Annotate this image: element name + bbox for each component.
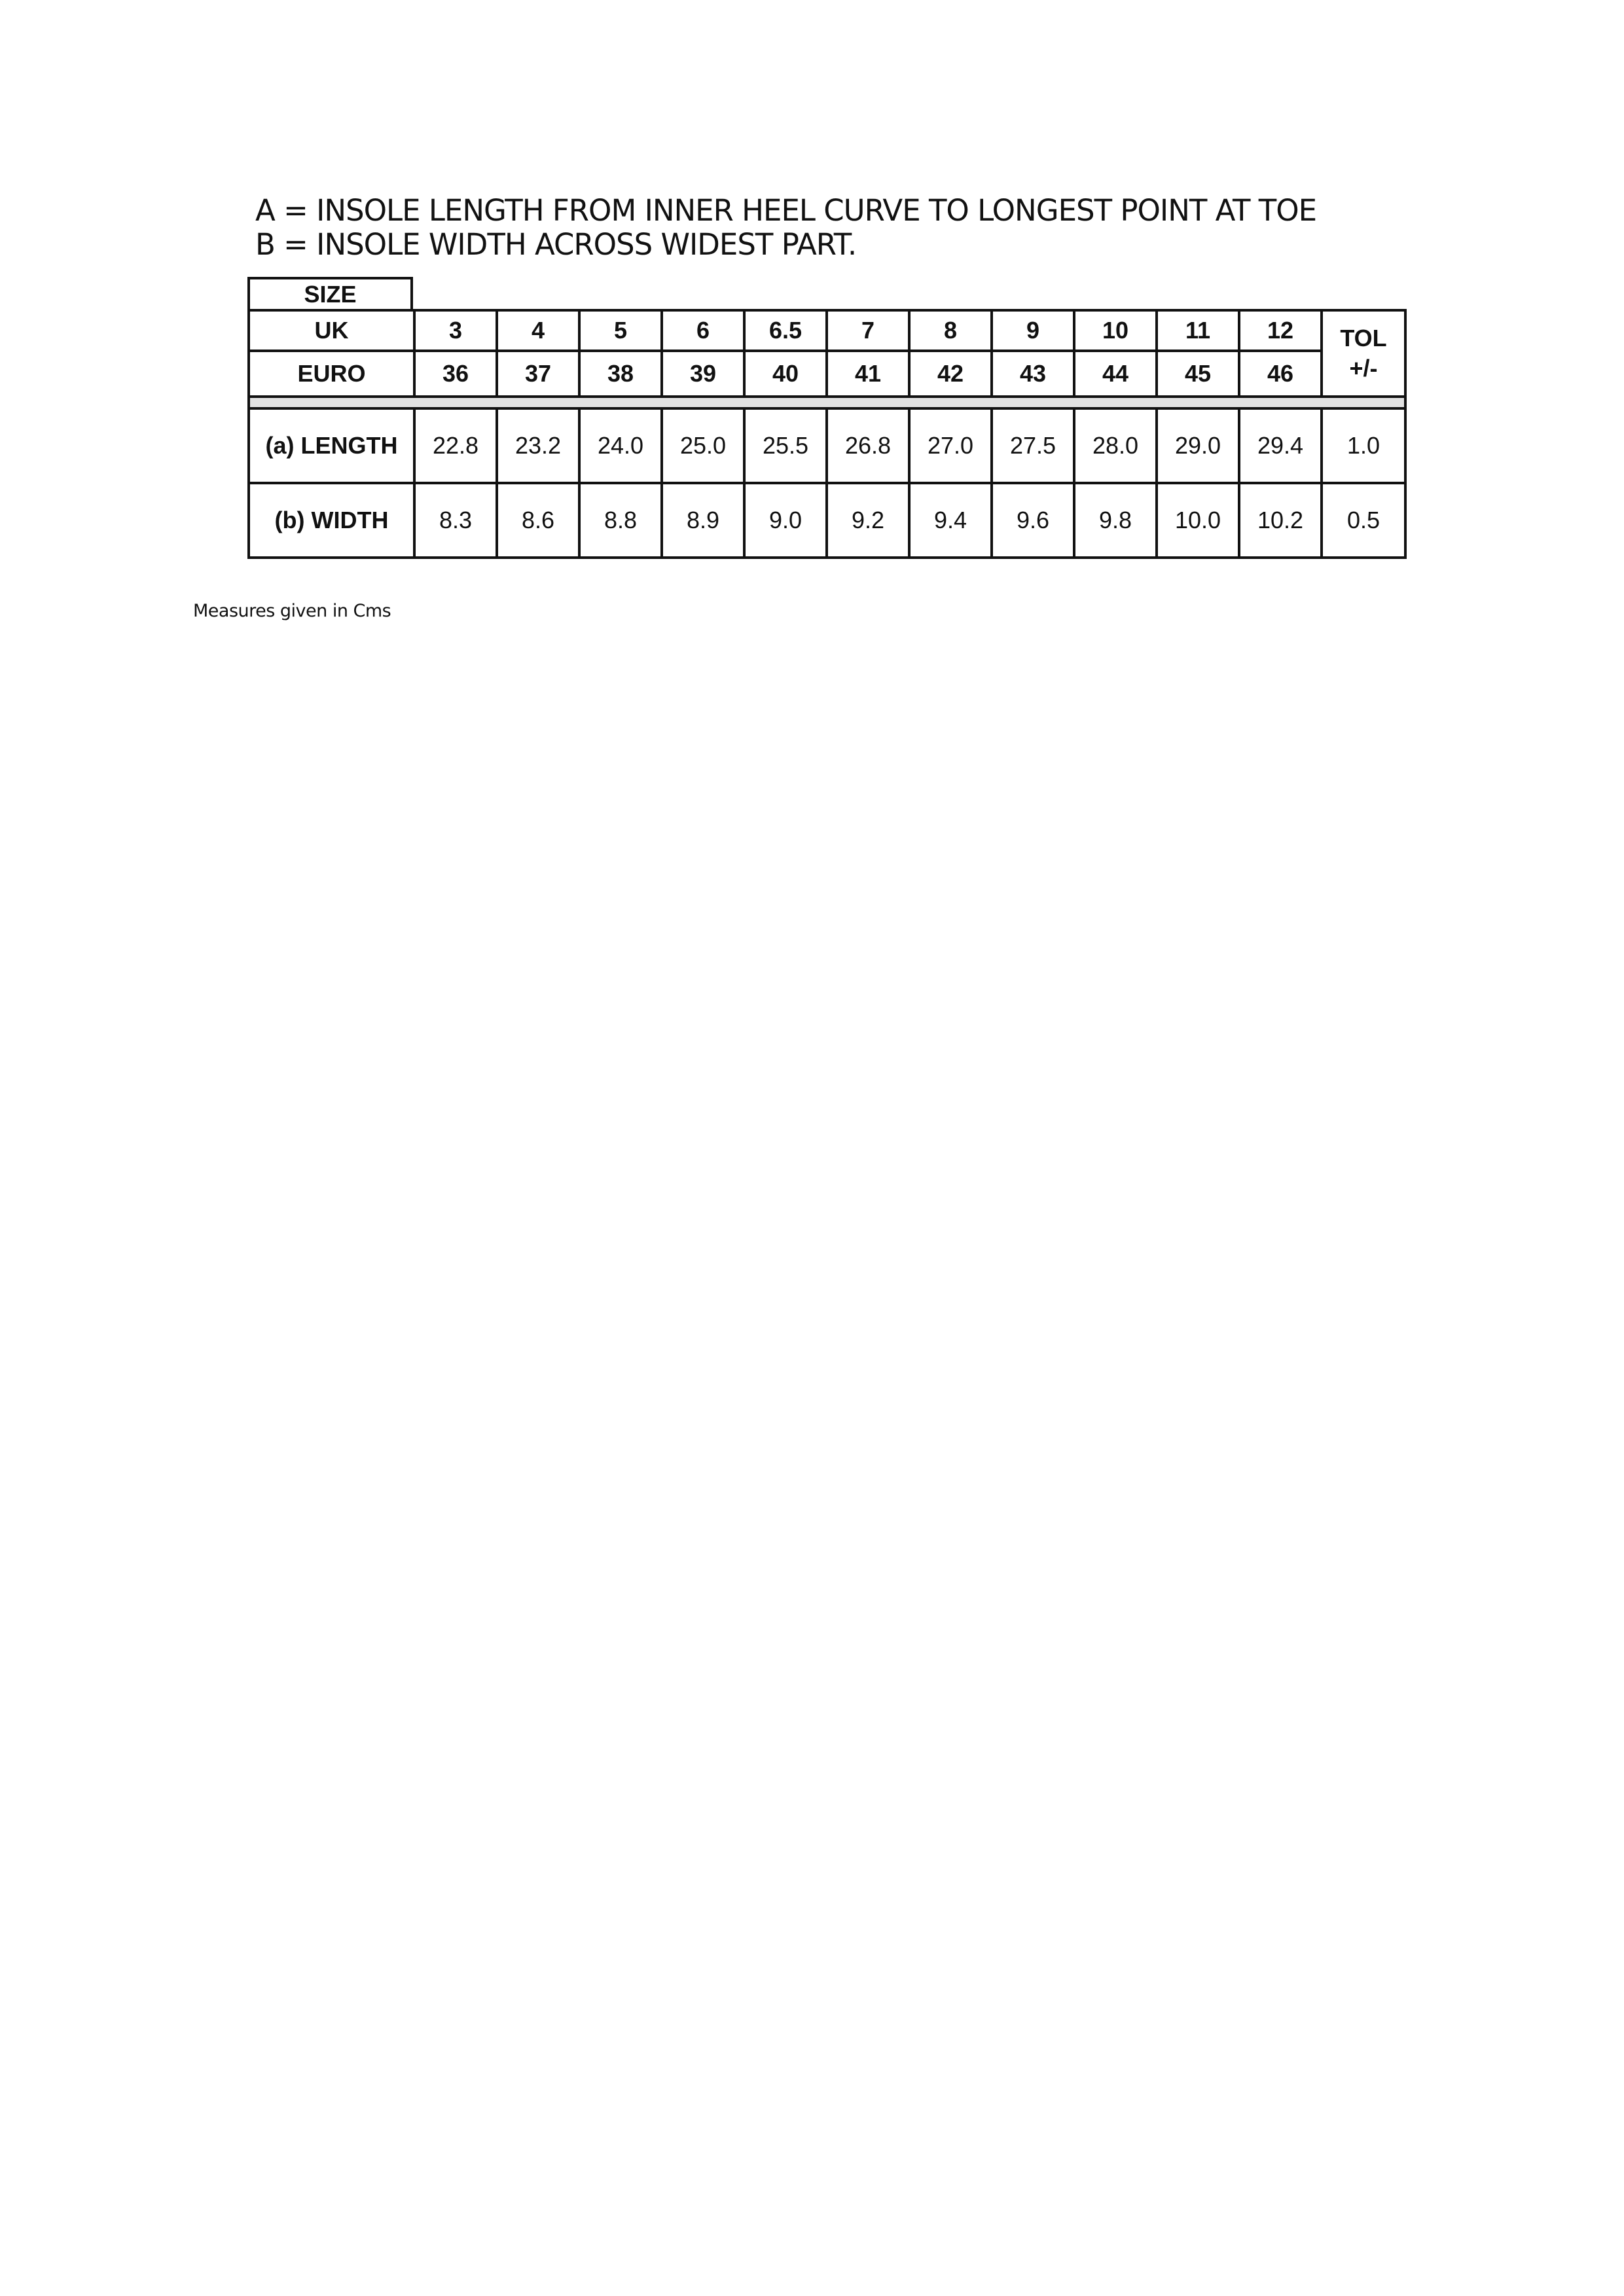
- tolerance-sign: +/-: [1349, 355, 1378, 382]
- width-cell: 9.4: [909, 483, 992, 558]
- euro-size-cell: 42: [909, 351, 992, 397]
- euro-size-cell: 45: [1157, 351, 1239, 397]
- separator-row: [249, 397, 1405, 408]
- uk-size-cell: 12: [1239, 310, 1322, 351]
- uk-size-cell: 11: [1157, 310, 1239, 351]
- width-cell: 8.9: [662, 483, 744, 558]
- euro-size-row: [249, 351, 1405, 397]
- length-cell: 29.0: [1157, 408, 1239, 483]
- width-cell: 9.0: [744, 483, 827, 558]
- length-cell: 27.5: [992, 408, 1074, 483]
- uk-size-cell: 6.5: [744, 310, 827, 351]
- width-row: [249, 483, 1405, 558]
- euro-size-cell: 40: [744, 351, 827, 397]
- uk-size-cell: 3: [414, 310, 497, 351]
- euro-size-cell: 38: [579, 351, 662, 397]
- length-cell: 23.2: [497, 408, 579, 483]
- uk-label: UK: [249, 310, 414, 351]
- size-chart-table: [247, 309, 1407, 559]
- uk-size-cell: 7: [827, 310, 909, 351]
- euro-size-cell: 36: [414, 351, 497, 397]
- tolerance-label: TOL: [1340, 325, 1387, 351]
- euro-size-cell: 41: [827, 351, 909, 397]
- length-cell: 24.0: [579, 408, 662, 483]
- uk-size-cell: 9: [992, 310, 1074, 351]
- length-cell: 26.8: [827, 408, 909, 483]
- size-label: SIZE: [247, 277, 413, 309]
- separator-bar: [249, 397, 1405, 408]
- euro-size-cell: 39: [662, 351, 744, 397]
- width-cell: 8.6: [497, 483, 579, 558]
- insole-definitions: [255, 194, 1434, 262]
- uk-size-cell: 8: [909, 310, 992, 351]
- width-cell: 8.3: [414, 483, 497, 558]
- width-tolerance-cell: 0.5: [1322, 483, 1405, 558]
- length-cell: 25.0: [662, 408, 744, 483]
- length-row: [249, 408, 1405, 483]
- euro-size-cell: 37: [497, 351, 579, 397]
- euro-size-cell: 44: [1074, 351, 1157, 397]
- uk-size-cell: 5: [579, 310, 662, 351]
- length-cell: 28.0: [1074, 408, 1157, 483]
- width-cell: 8.8: [579, 483, 662, 558]
- uk-size-cell: 6: [662, 310, 744, 351]
- euro-label: EURO: [249, 351, 414, 397]
- definition-b: B = INSOLE WIDTH ACROSS WIDEST PART.: [255, 227, 857, 262]
- length-cell: 25.5: [744, 408, 827, 483]
- length-label: (a) LENGTH: [249, 408, 414, 483]
- length-cell: 22.8: [414, 408, 497, 483]
- length-cell: 27.0: [909, 408, 992, 483]
- uk-size-row: [249, 310, 1405, 351]
- uk-size-cell: 10: [1074, 310, 1157, 351]
- width-label: (b) WIDTH: [249, 483, 414, 558]
- width-cell: 10.2: [1239, 483, 1322, 558]
- width-cell: 9.8: [1074, 483, 1157, 558]
- uk-size-cell: 4: [497, 310, 579, 351]
- euro-size-cell: 46: [1239, 351, 1322, 397]
- tolerance-header: [1322, 310, 1405, 397]
- definition-a: A = INSOLE LENGTH FROM INNER HEEL CURVE TO LONGEST POINT AT TOE: [255, 193, 1317, 228]
- length-tolerance-cell: 1.0: [1322, 408, 1405, 483]
- measurement-unit-note: Measures given in Cms: [193, 601, 391, 621]
- width-cell: 9.6: [992, 483, 1074, 558]
- euro-size-cell: 43: [992, 351, 1074, 397]
- length-cell: 29.4: [1239, 408, 1322, 483]
- width-cell: 9.2: [827, 483, 909, 558]
- width-cell: 10.0: [1157, 483, 1239, 558]
